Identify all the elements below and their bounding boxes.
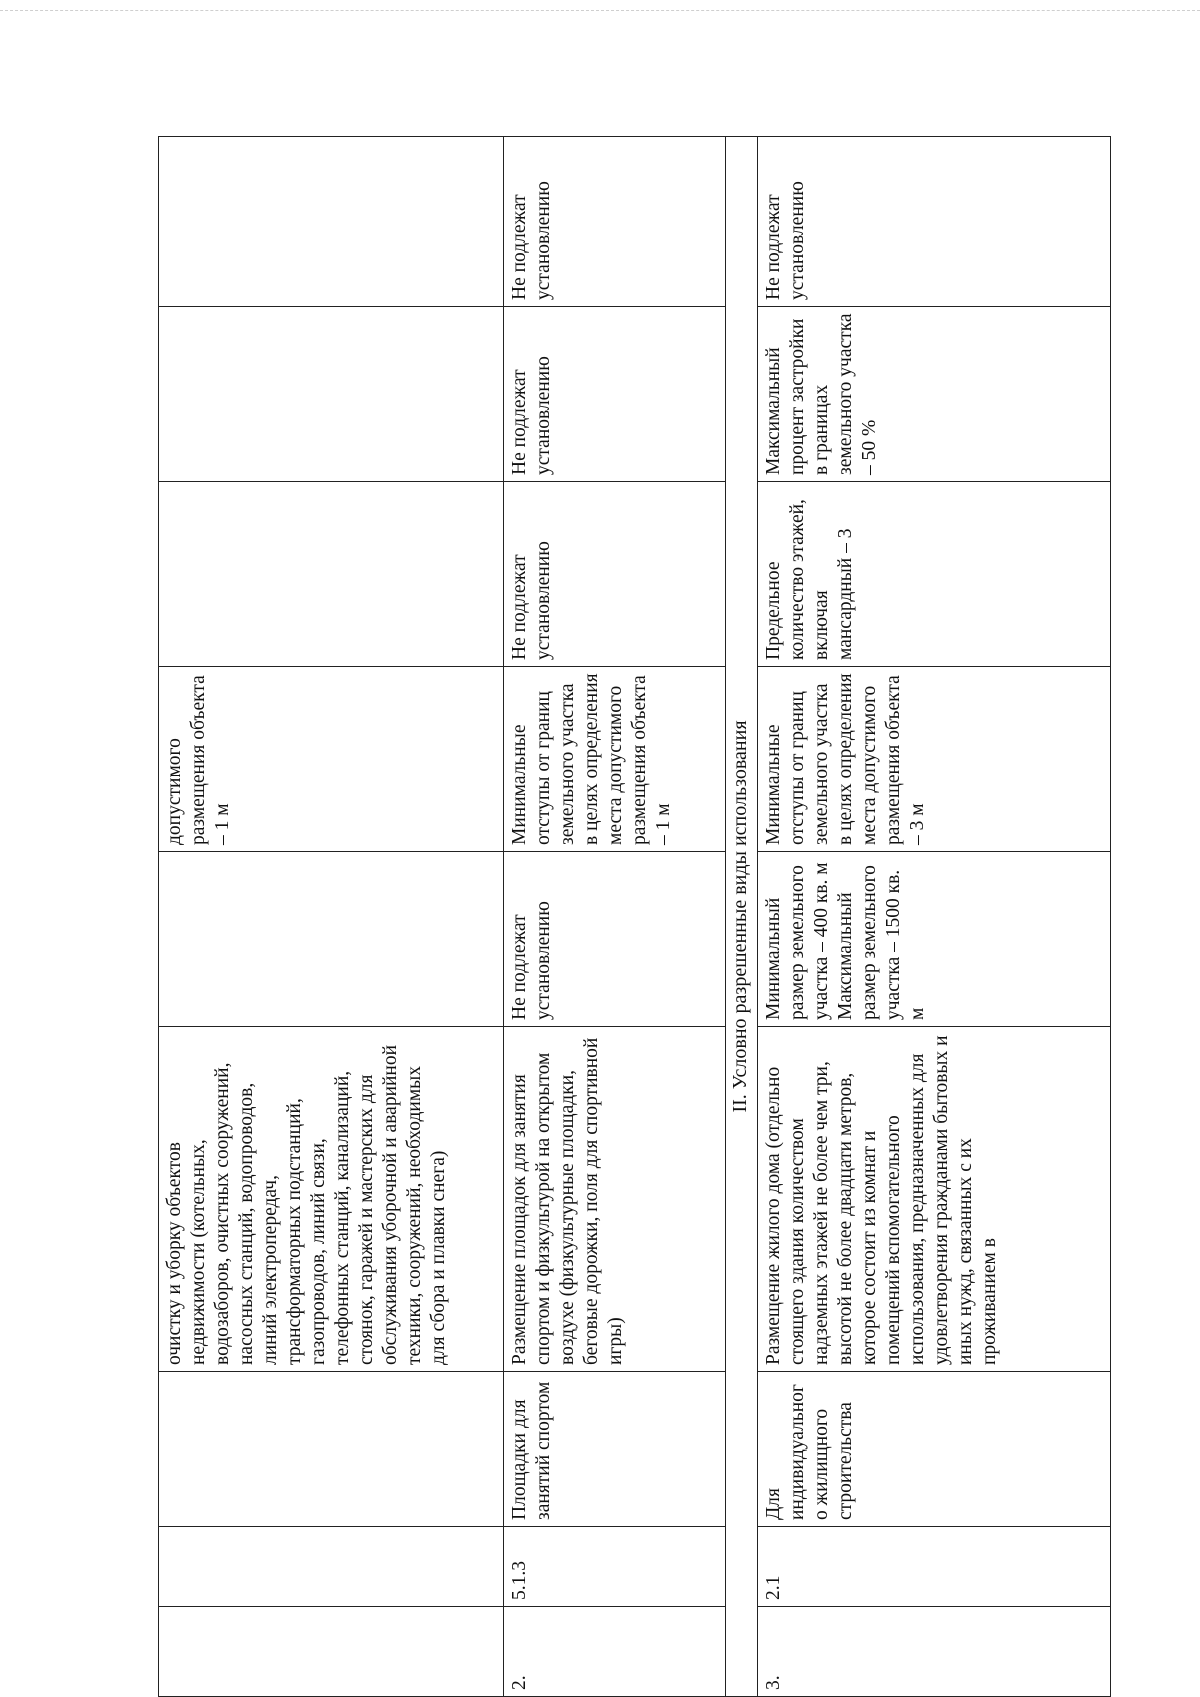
row-setback: Минимальные отступы от границ земельного участка в целях определения места допустимого размещения объекта – 1 м	[504, 667, 726, 852]
row-floors: Предельное количество этажей, включая мансардный – 3	[758, 482, 1111, 667]
row-code	[159, 1527, 504, 1607]
table-row	[159, 137, 504, 1697]
row-coverage	[159, 307, 504, 482]
row-name: Для индивидуального жилищного строительства	[758, 1372, 1111, 1527]
row-code: 5.1.3	[504, 1527, 726, 1607]
row-description: Размещение жилого дома (отдельно стоящего здания количеством надземных этажей не более чем три, высотой не более двадцати метров, которое состоит из комнат и помещений вспомогательного использования, предназначенных для удовлетворения гражданами бытовых и иных нужд, связанных с их проживанием в	[758, 1027, 1111, 1372]
table-row	[504, 137, 726, 1697]
section-header-row	[726, 137, 758, 1697]
row-setback: Минимальные отступы от границ земельного участка в целях определения места допустимого размещения объекта – 3 м	[758, 667, 1111, 852]
row-coverage: Максимальный процент застройки в границах земельного участка – 50 %	[758, 307, 1111, 482]
row-code: 2.1	[758, 1527, 1111, 1607]
zoning-table	[158, 136, 1111, 1697]
row-floors: Не подлежат установлению	[504, 482, 726, 667]
row-description: очистку и уборку объектов недвижимости (котельных, водозаборов, очистных сооружений, насосных станций, водопроводов, линий электропередач, трансформаторных подстанций, газопроводов, линий связи, телефонных станций, канализаций, стоянок, гаражей и мастерских для обслуживания уборочной и аварийной техники, сооружений, необходимых для сбора и плавки снега)	[159, 1027, 504, 1372]
row-coverage: Не подлежат установлению	[504, 307, 726, 482]
row-name	[159, 1372, 504, 1527]
row-floors	[159, 482, 504, 667]
section-header: II. Условно разрешенные виды использования	[726, 137, 758, 1697]
table-row	[758, 137, 1111, 1697]
row-number	[159, 1607, 504, 1697]
row-number: 2.	[504, 1607, 726, 1697]
rotated-page	[158, 137, 1110, 1697]
row-description: Размещение площадок для занятия спортом и физкультурой на открытом воздухе (физкультурные площадки, беговые дорожки, поля для спортивной игры)	[504, 1027, 726, 1372]
row-area	[159, 852, 504, 1027]
row-setback: допустимого размещения объекта – 1 м	[159, 667, 504, 852]
row-other: Не подлежат установлению	[504, 137, 726, 307]
scan-edge-line	[0, 10, 1200, 11]
row-other	[159, 137, 504, 307]
row-name: Площадки для занятий спортом	[504, 1372, 726, 1527]
row-area: Минимальный размер земельного участка – 400 кв. м Максимальный размер земельного участка – 1500 кв. м	[758, 852, 1111, 1027]
row-other: Не подлежат установлению	[758, 137, 1111, 307]
row-number: 3.	[758, 1607, 1111, 1697]
row-area: Не подлежат установлению	[504, 852, 726, 1027]
